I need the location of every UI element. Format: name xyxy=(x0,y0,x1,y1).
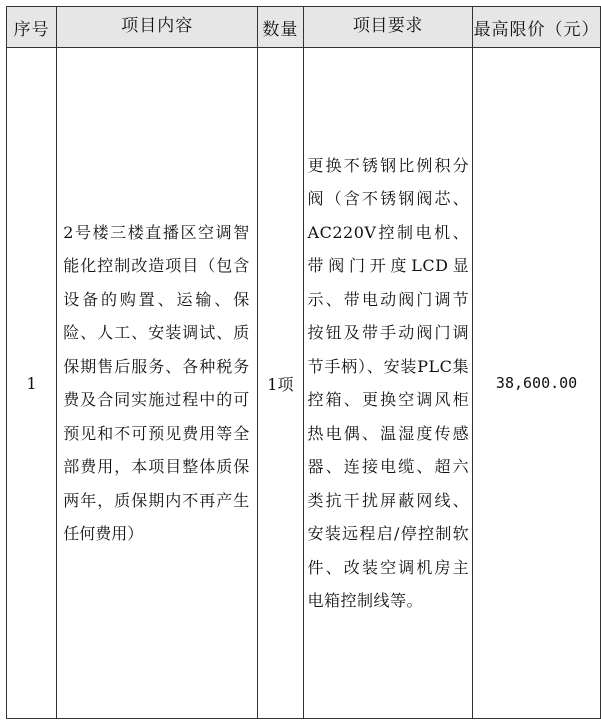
row-content: 2号楼三楼直播区空调智能化控制改造项目（包含设备的购置、运输、保险、人工、安装调试、质保期售后服务、各种税务费及合同实施过程中的可预见和不可预见费用等全部费用，本项目整体质保两年，质保期内不再产生任何费用） xyxy=(57,48,258,719)
header-content: 项目内容 xyxy=(57,7,258,48)
header-requirements: 项目要求 xyxy=(303,7,473,48)
header-quantity: 数量 xyxy=(258,7,303,48)
header-row xyxy=(7,7,601,48)
row-no: 1 xyxy=(7,48,57,719)
row-quantity: 1项 xyxy=(258,48,303,719)
table-row xyxy=(7,48,601,719)
header-max-price: 最高限价（元） xyxy=(473,7,601,48)
header-no: 序号 xyxy=(7,7,57,48)
row-requirements: 更换不锈钢比例积分阀（含不锈钢阀芯、AC220V控制电机、带阀门开度LCD显示、带电动阀门调节按钮及带手动阀门调节手柄）、安装PLC集控箱、更换空调风柜热电偶、温湿度传感器、连接电缆、超六类抗干扰屏蔽网线、安装远程启/停控制软件、改装空调机房主电箱控制线等。 xyxy=(303,48,473,719)
row-max-price: 38,600.00 xyxy=(473,48,601,719)
bid-items-table xyxy=(6,6,601,719)
